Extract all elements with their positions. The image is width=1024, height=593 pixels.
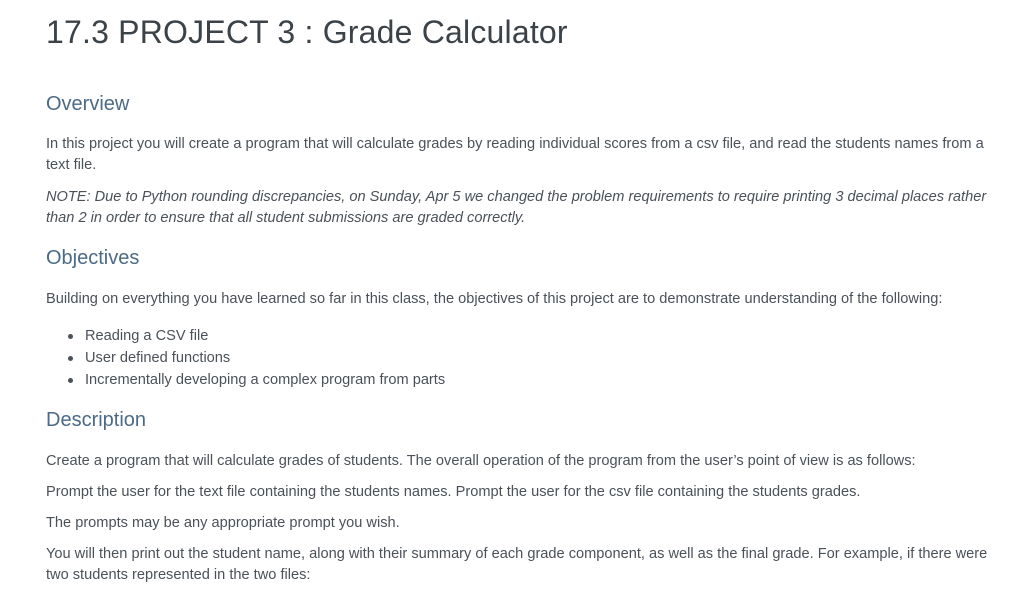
objectives-heading: Objectives — [46, 247, 140, 269]
overview-note: NOTE: Due to Python rounding discrepancies, on Sunday, Apr 5 we changed the problem requirements to require printing 3 decimal places rather than 2 in order to ensure that all student submissions are graded correctly. — [46, 189, 987, 226]
description-paragraph-4: You will then print out the student name, along with their summary of each grade component, as well as the final grade. For example, if there were two students represented in the two files: — [46, 546, 988, 583]
overview-heading: Overview — [46, 93, 130, 115]
objectives-list — [46, 325, 445, 391]
page-title: 17.3 PROJECT 3 : Grade Calculator — [46, 14, 568, 50]
list-item: Reading a CSV file — [46, 325, 445, 347]
list-item: User defined functions — [46, 347, 445, 369]
list-item: Incrementally developing a complex program from parts — [46, 369, 445, 391]
description-paragraph-1: Create a program that will calculate grades of students. The overall operation of the program from the user’s point of view is as follows: — [46, 453, 916, 469]
description-heading: Description — [46, 409, 147, 431]
overview-paragraph: In this project you will create a program that will calculate grades by reading individual scores from a csv file, and read the students names from a text file. — [46, 136, 984, 173]
description-paragraph-2: Prompt the user for the text file containing the students names. Prompt the user for the csv file containing the students grades. — [46, 484, 861, 500]
description-paragraph-3: The prompts may be any appropriate prompt you wish. — [46, 515, 400, 531]
objectives-intro: Building on everything you have learned so far in this class, the objectives of this project are to demonstrate understanding of the following: — [46, 291, 943, 307]
